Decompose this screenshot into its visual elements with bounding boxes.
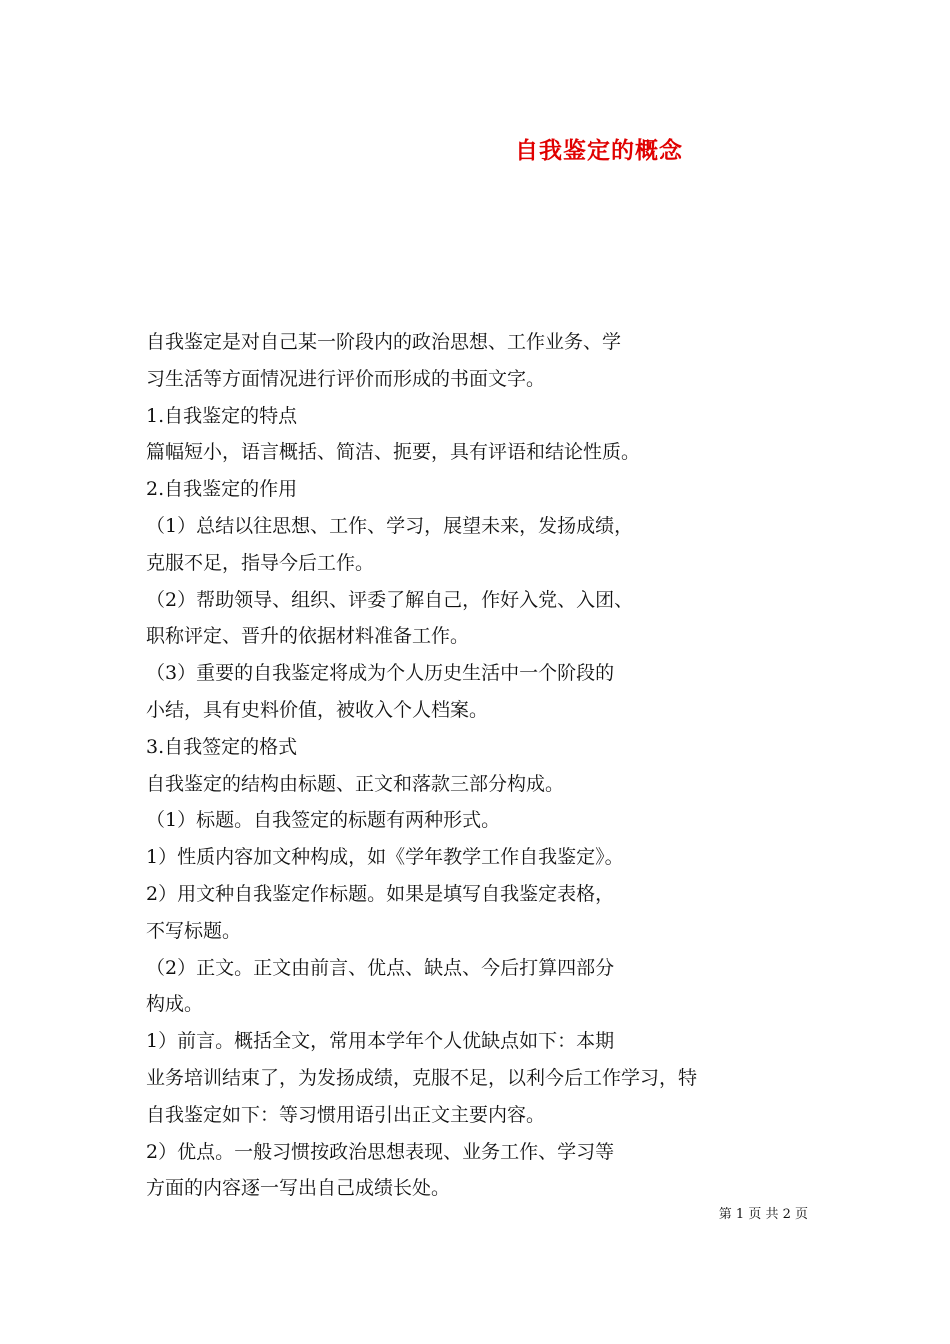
section-heading: 3.自我签定的格式 <box>146 735 298 758</box>
section-heading: 2.自我鉴定的作用 <box>146 478 298 501</box>
paragraph-line: 2）优点。一般习惯按政治思想表现、业务工作、学习等 <box>146 1140 615 1163</box>
paragraph-line: 1）前言。概括全文，常用本学年个人优缺点如下：本期 <box>146 1030 615 1053</box>
paragraph-line: （3）重要的自我鉴定将成为个人历史生活中一个阶段的 <box>146 662 615 685</box>
paragraph-line: （2）帮助领导、组织、评委了解自己，作好入党、入团、 <box>146 588 634 611</box>
paragraph-line: （2）正文。正文由前言、优点、缺点、今后打算四部分 <box>146 956 615 979</box>
document-body <box>146 324 808 1207</box>
paragraph-line: 方面的内容逐一写出自己成绩长处。 <box>146 1177 451 1200</box>
paragraph-line: 自我鉴定如下：等习惯用语引出正文主要内容。 <box>146 1103 546 1126</box>
document-title: 自我鉴定的概念 <box>515 137 683 164</box>
paragraph-line: （1）标题。自我签定的标题有两种形式。 <box>146 809 501 832</box>
paragraph-line: 自我鉴定的结构由标题、正文和落款三部分构成。 <box>146 772 565 795</box>
paragraph-line: 小结，具有史料价值，被收入个人档案。 <box>146 698 489 721</box>
paragraph-line: 业务培训结束了，为发扬成绩，克服不足，以利今后工作学习，特 <box>146 1066 698 1089</box>
paragraph-line: 职称评定、晋升的依据材料准备工作。 <box>146 625 470 648</box>
paragraph-line: 自我鉴定是对自己某一阶段内的政治思想、工作业务、学 <box>146 331 622 353</box>
paragraph-line: 构成。 <box>146 993 204 1016</box>
paragraph-line: （1）总结以往思想、工作、学习，展望未来，发扬成绩， <box>146 514 634 537</box>
paragraph-line: 1）性质内容加文种构成，如《学年教学工作自我鉴定》。 <box>146 846 624 869</box>
paragraph-line: 篇幅短小，语言概括、简洁、扼要，具有评语和结论性质。 <box>146 441 641 464</box>
paragraph-line: 不写标题。 <box>146 919 242 942</box>
page-number-footer: 第 1 页 共 2 页 <box>718 1207 808 1222</box>
paragraph-line: 克服不足，指导今后工作。 <box>146 551 375 574</box>
paragraph-line: 习生活等方面情况进行评价而形成的书面文字。 <box>146 367 546 390</box>
section-heading: 1.自我鉴定的特点 <box>146 404 298 427</box>
paragraph-line: 2）用文种自我鉴定作标题。如果是填写自我鉴定表格， <box>146 882 615 905</box>
